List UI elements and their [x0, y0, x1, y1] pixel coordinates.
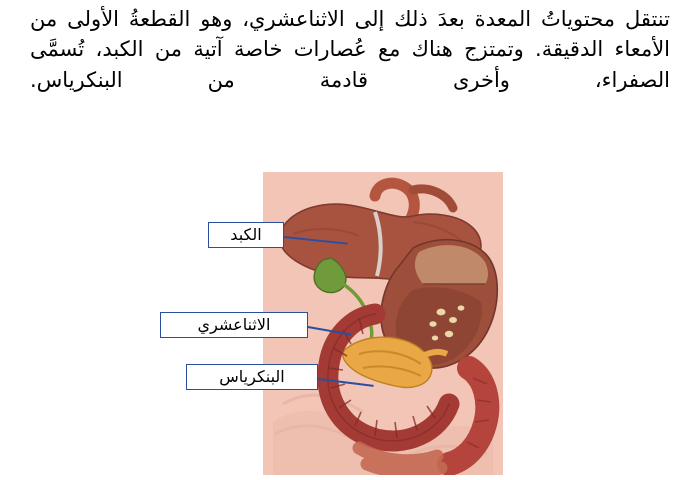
label-pancreas: البنكرياس	[186, 364, 318, 390]
label-liver: الكبد	[208, 222, 284, 248]
caption-text: تنتقل محتوياتُ المعدة بعدَ ذلك إلى الاثناعشري، وهو القطعةُ الأولى من الأمعاء الدقيقة. وتمتزج هناك مع عُصارات خاصة آتية من الكبد، تُسمَّى الصفراء، وأخرى قادمة من البنكرياس.	[30, 7, 670, 92]
label-duodenum: الاثناعشري	[160, 312, 308, 338]
